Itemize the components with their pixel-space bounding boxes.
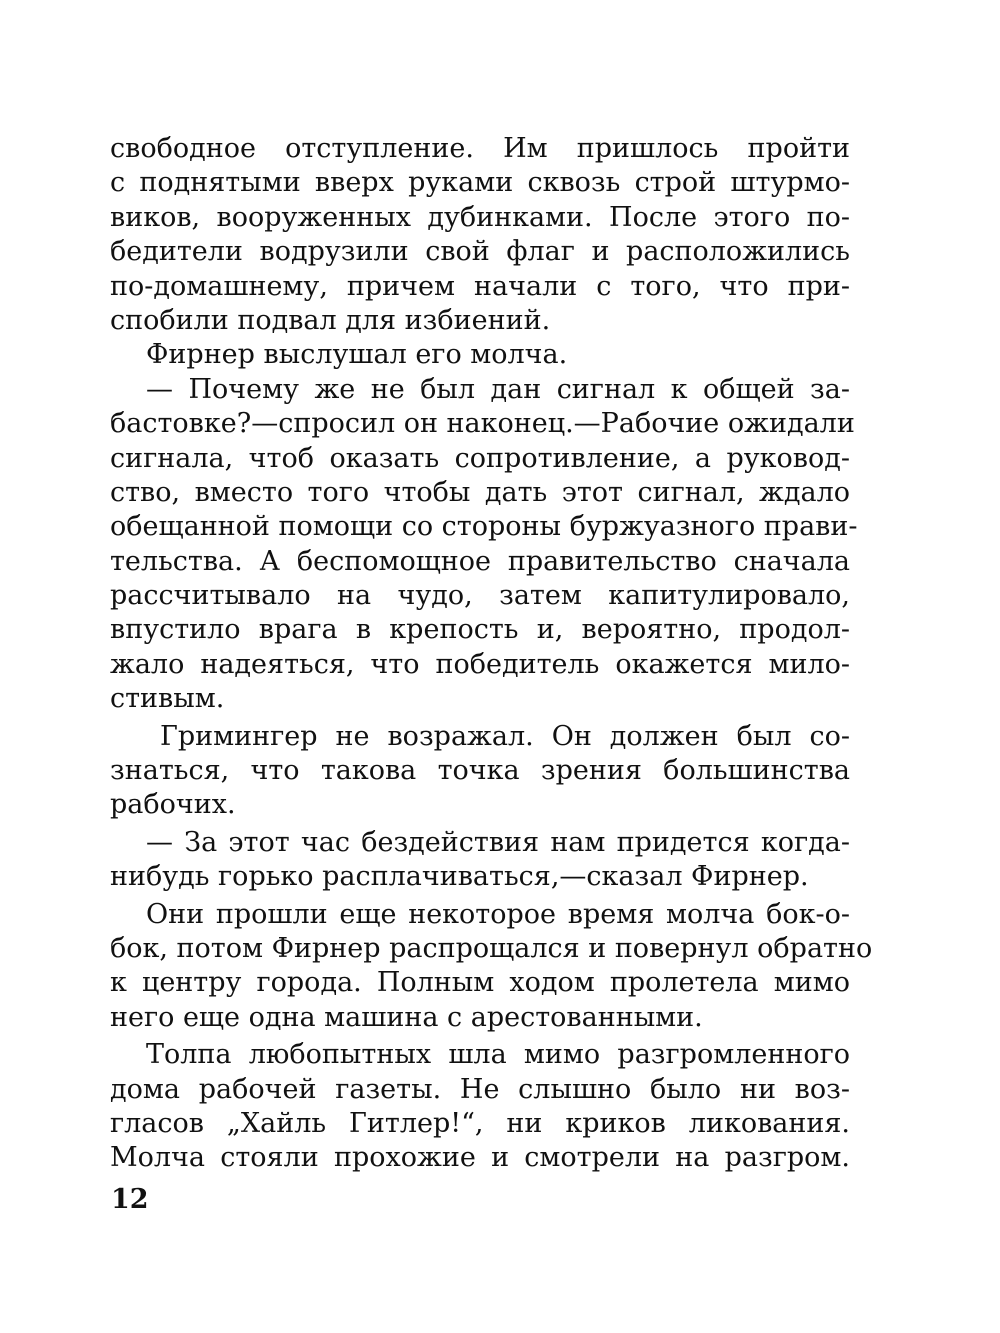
text-line: бок, потом Фирнер распрощался и повернул обратно [110, 932, 873, 964]
text-line: впустило врага в крепость и, вероятно, продол- [110, 614, 850, 646]
text-line: бедители водрузили свой флаг и расположились [110, 236, 850, 268]
text-line: бастовке?—спросил он наконец.—Рабочие ожидали [110, 408, 855, 440]
body-text [110, 132, 873, 1176]
text-line: Они прошли еще некоторое время молча бок-о- [146, 898, 850, 930]
text-line: с поднятыми вверх руками сквозь строй штурмо- [110, 167, 850, 199]
text-line: Толпа любопытных шла мимо разгромленного [146, 1039, 850, 1071]
text-line: гласов „Хайль Гитлер!“, ни криков ликования. [110, 1107, 850, 1139]
text-line: рабочих. [110, 789, 236, 821]
text-line: спобили подвал для избиений. [110, 304, 551, 336]
paragraph-4 [110, 720, 850, 823]
text-line: него еще одна машина с арестованными. [110, 1001, 703, 1033]
page-number: 12 [111, 1184, 149, 1215]
text-line: дома рабочей газеты. Не слышно было ни воз- [110, 1073, 850, 1105]
text-line: — За этот час бездействия нам придется когда- [146, 826, 850, 858]
text-line: обещанной помощи со стороны буржуазного прави- [110, 511, 858, 543]
text-line: Гримингер не возражал. Он должен был со- [160, 720, 850, 752]
text-line: сигнала, чтоб оказать сопротивление, а руковод- [110, 442, 850, 474]
paragraph-1 [110, 132, 850, 338]
paragraph-7 [110, 1038, 850, 1176]
text-line: Фирнер выслушал его молча. [146, 339, 568, 371]
text-line: — Почему же не был дан сигнал к общей за- [146, 373, 850, 405]
text-line: к центру города. Полным ходом пролетела мимо [110, 967, 850, 999]
paragraph-3 [110, 373, 858, 717]
text-line: ство, вместо того чтобы дать этот сигнал, ждало [110, 476, 850, 508]
text-line: рассчитывало на чудо, затем капитулировало, [110, 580, 850, 612]
text-line: Молча стояли прохожие и смотрели на разгром. [110, 1142, 850, 1174]
text-line: нибудь горько расплачиваться,—сказал Фирнер. [110, 861, 809, 893]
text-line: стивым. [110, 683, 225, 715]
text-line: жало надеяться, что победитель окажется мило- [110, 648, 850, 680]
paragraph-5 [110, 826, 850, 895]
text-line: виков, вооруженных дубинками. После этого по- [110, 201, 850, 233]
text-line: по-домашнему, причем начали с того, что при- [110, 270, 850, 302]
text-line: свободное отступление. Им пришлось пройти [110, 133, 850, 164]
text-line: тельства. А беспомощное правительство сначала [110, 545, 850, 577]
text-line: знаться, что такова точка зрения большинства [110, 755, 850, 787]
paragraph-2 [110, 338, 850, 372]
paragraph-6 [110, 898, 873, 1036]
